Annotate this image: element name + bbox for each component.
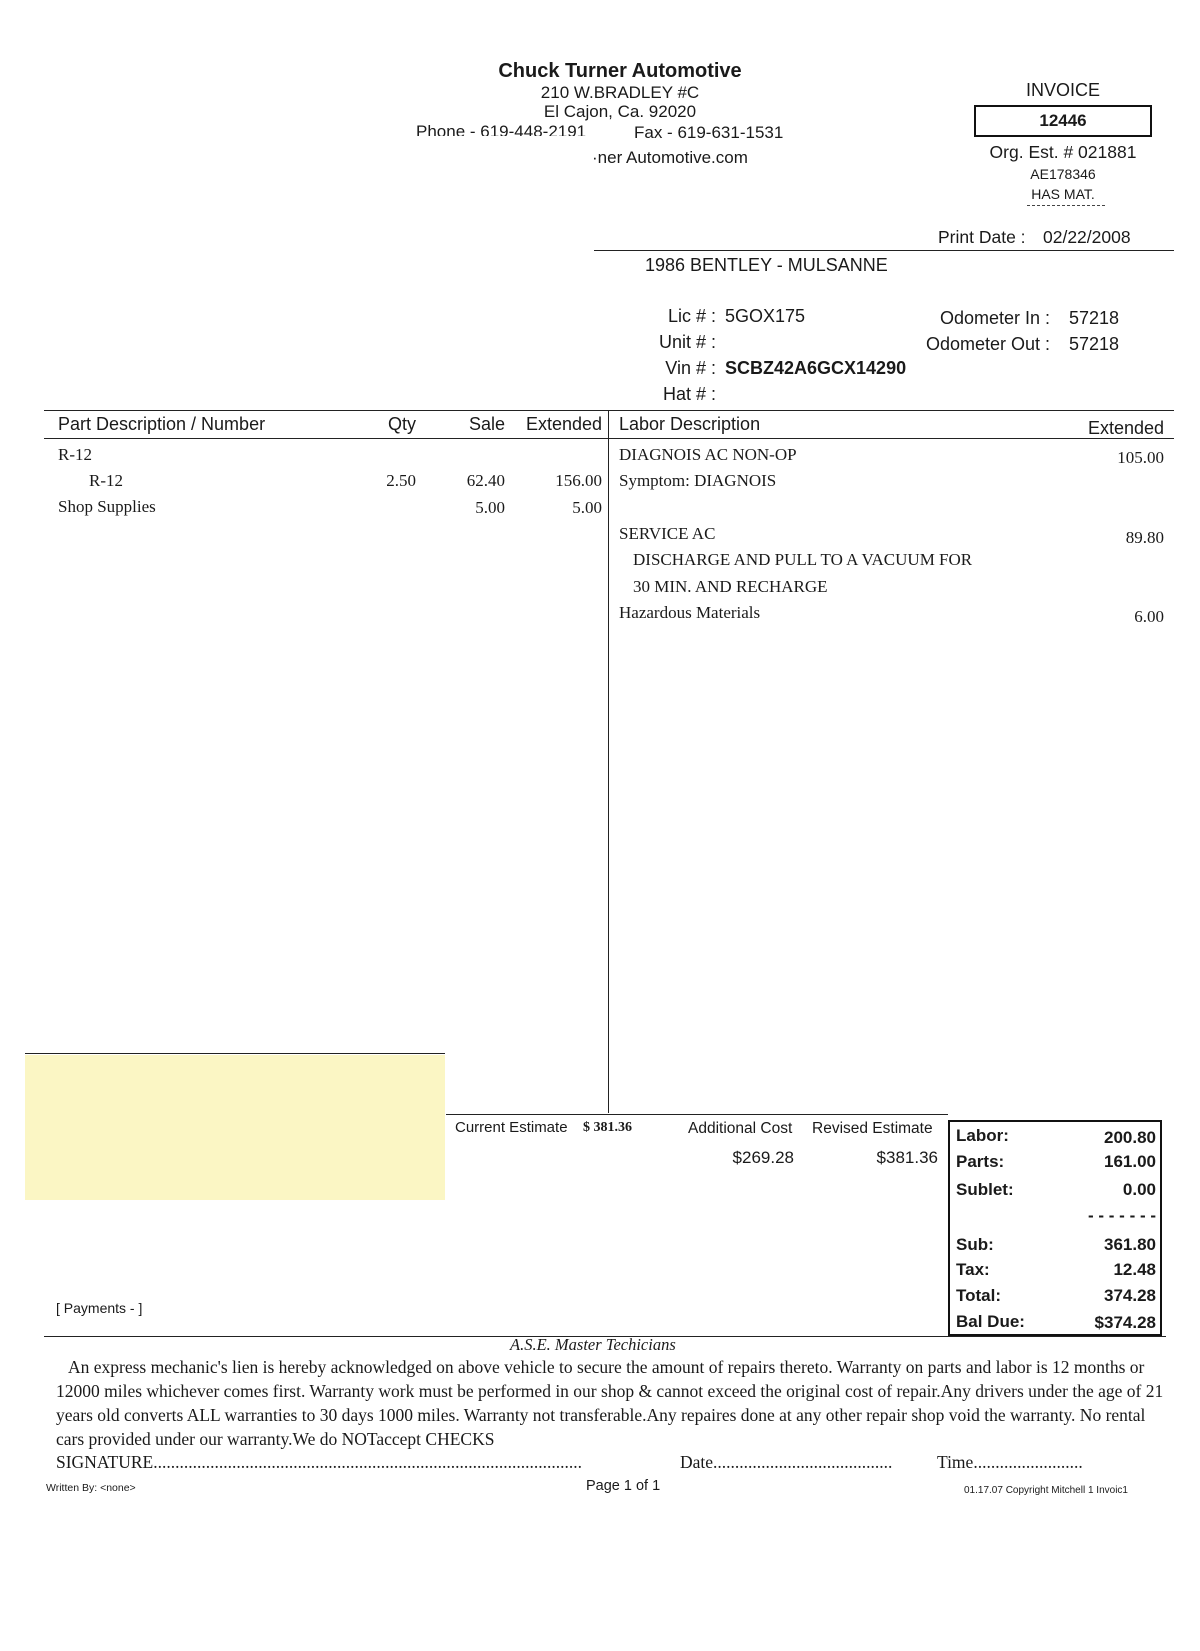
payments-line: [ Payments - ] (56, 1300, 143, 1316)
revised-estimate-label: Revised Estimate (812, 1120, 933, 1137)
balance-due-value: $374.28 (1094, 1313, 1156, 1332)
tax-value: 12.48 (1113, 1260, 1156, 1279)
tax-label: Tax: (956, 1260, 990, 1279)
labor-header-description: Labor Description (619, 414, 761, 434)
table-row: DIAGNOIS AC NON-OP (619, 445, 797, 464)
unit-label: Unit # : (658, 332, 716, 352)
labor-total-value: 200.80 (1104, 1128, 1156, 1147)
parts-extended: 156.00 (555, 471, 602, 490)
parts-sale: 62.40 (466, 471, 505, 490)
labor-extended: 105.00 (1117, 448, 1164, 467)
estimate-rule (446, 1114, 948, 1115)
odometer-out-label: Odometer Out : (925, 334, 1050, 354)
table-row: DISCHARGE AND PULL TO A VACUUM FOR (633, 550, 973, 569)
parts-header-description: Part Description / Number (58, 414, 266, 434)
odometer-out-value: 57218 (1069, 334, 1120, 354)
table-row: Hazardous Materials (619, 603, 761, 622)
table-row: Shop Supplies (58, 497, 156, 516)
parts-header-qty: Qty (387, 414, 416, 434)
subtotal-label: Sub: (956, 1235, 994, 1254)
table-row: R-12 (58, 445, 92, 464)
print-date: 02/22/2008 (1043, 227, 1131, 247)
has-mat-underline (1027, 205, 1105, 206)
parts-extended: 5.00 (572, 498, 602, 517)
parts-header-extended: Extended (525, 414, 602, 434)
additional-cost-label: Additional Cost (688, 1120, 793, 1137)
parts-total-label: Parts: (956, 1152, 1005, 1171)
ae-code: AE178346 (1030, 166, 1096, 182)
parts-qty: 2.50 (386, 471, 416, 490)
date-line: Date......................................... (680, 1452, 893, 1472)
vin-label: Vin # : (665, 358, 716, 378)
invoice-label: INVOICE (1025, 80, 1100, 100)
company-city: El Cajon, Ca. 92020 (543, 102, 697, 121)
labor-total-label: Labor: (956, 1126, 1009, 1145)
table-row: R-12 (89, 471, 123, 490)
header-rule (594, 250, 1174, 251)
current-estimate-value: $ 381.36 (583, 1120, 632, 1135)
parts-header-sale: Sale (468, 414, 505, 434)
has-mat: HAS MAT. (1031, 186, 1095, 202)
table-divider (608, 410, 609, 1113)
invoice-number: 12446 (974, 105, 1152, 137)
note-top-rule (25, 1053, 445, 1054)
labor-extended: 6.00 (1134, 607, 1164, 626)
company-name: Chuck Turner Automotive (498, 60, 742, 82)
time-line: Time......................... (937, 1452, 1083, 1472)
table-header-rule (44, 438, 1174, 439)
total-label: Total: (956, 1286, 1002, 1305)
parts-total-value: 161.00 (1104, 1152, 1156, 1171)
labor-header-extended: Extended (1087, 418, 1164, 438)
page-number: Page 1 of 1 (586, 1478, 661, 1494)
written-by: Written By: <none> (46, 1482, 136, 1494)
lic-label: Lic # : (667, 306, 716, 326)
labor-extended: 89.80 (1125, 528, 1164, 547)
print-date-label: Print Date : (938, 227, 1026, 247)
odometer-in-value: 57218 (1069, 308, 1120, 328)
odometer-in-label: Odometer In : (939, 308, 1050, 328)
vehicle-description: 1986 BENTLEY - MULSANNE (645, 255, 888, 275)
company-fax: Fax - 619-631-1531 (634, 123, 784, 142)
total-value: 374.28 (1104, 1286, 1156, 1305)
company-phone: Phone - 619-448-2191 (416, 122, 587, 136)
hat-label: Hat # : (662, 384, 716, 404)
balance-due-label: Bal Due: (956, 1312, 1025, 1331)
totals-separator: - - - - - - - (1088, 1206, 1156, 1225)
org-estimate: Org. Est. # 021881 (989, 142, 1137, 162)
lic-value: 5GOX175 (725, 306, 806, 326)
sublet-total-value: 0.00 (1122, 1180, 1156, 1199)
company-website: ·ner Automotive.com (592, 148, 748, 167)
signature-line: SIGNATURE.................................................................................................. (56, 1452, 582, 1472)
subtotal-value: 361.80 (1104, 1235, 1156, 1254)
revised-estimate-value: $381.36 (876, 1148, 938, 1167)
table-top-rule (44, 410, 1174, 411)
sticky-note (25, 1055, 445, 1200)
warranty-terms: An express mechanic's lien is hereby acknowledged on above vehicle to secure the amount of repairs thereto. Warranty on parts and labor is 12 months or 12000 miles whichever comes first. Warranty work must be performed in our shop & cannot exceed the original cost of repair.Any drivers under the age of 21 years old converts ALL warranties to 30 days 1000 miles. Warranty not transferable.Any repaires done at any other repair shop void the warranty. No rental cars provided under our warranty.We do NOTaccept CHECKS (56, 1357, 1164, 1449)
copyright: 01.17.07 Copyright Mitchell 1 Invoic1 (964, 1485, 1128, 1496)
table-row: SERVICE AC (619, 524, 716, 543)
parts-sale: 5.00 (475, 498, 505, 517)
current-estimate-label: Current Estimate (455, 1119, 568, 1136)
company-street: 210 W.BRADLEY #C (540, 83, 700, 102)
vin-value: SCBZ42A6GCX14290 (725, 358, 907, 378)
additional-cost-value: $269.28 (732, 1148, 794, 1167)
table-row: Symptom: DIAGNOIS (619, 471, 777, 490)
table-row: 30 MIN. AND RECHARGE (633, 577, 828, 596)
ase-line: A.S.E. Master Techicians (510, 1335, 676, 1354)
sublet-total-label: Sublet: (956, 1180, 1014, 1199)
